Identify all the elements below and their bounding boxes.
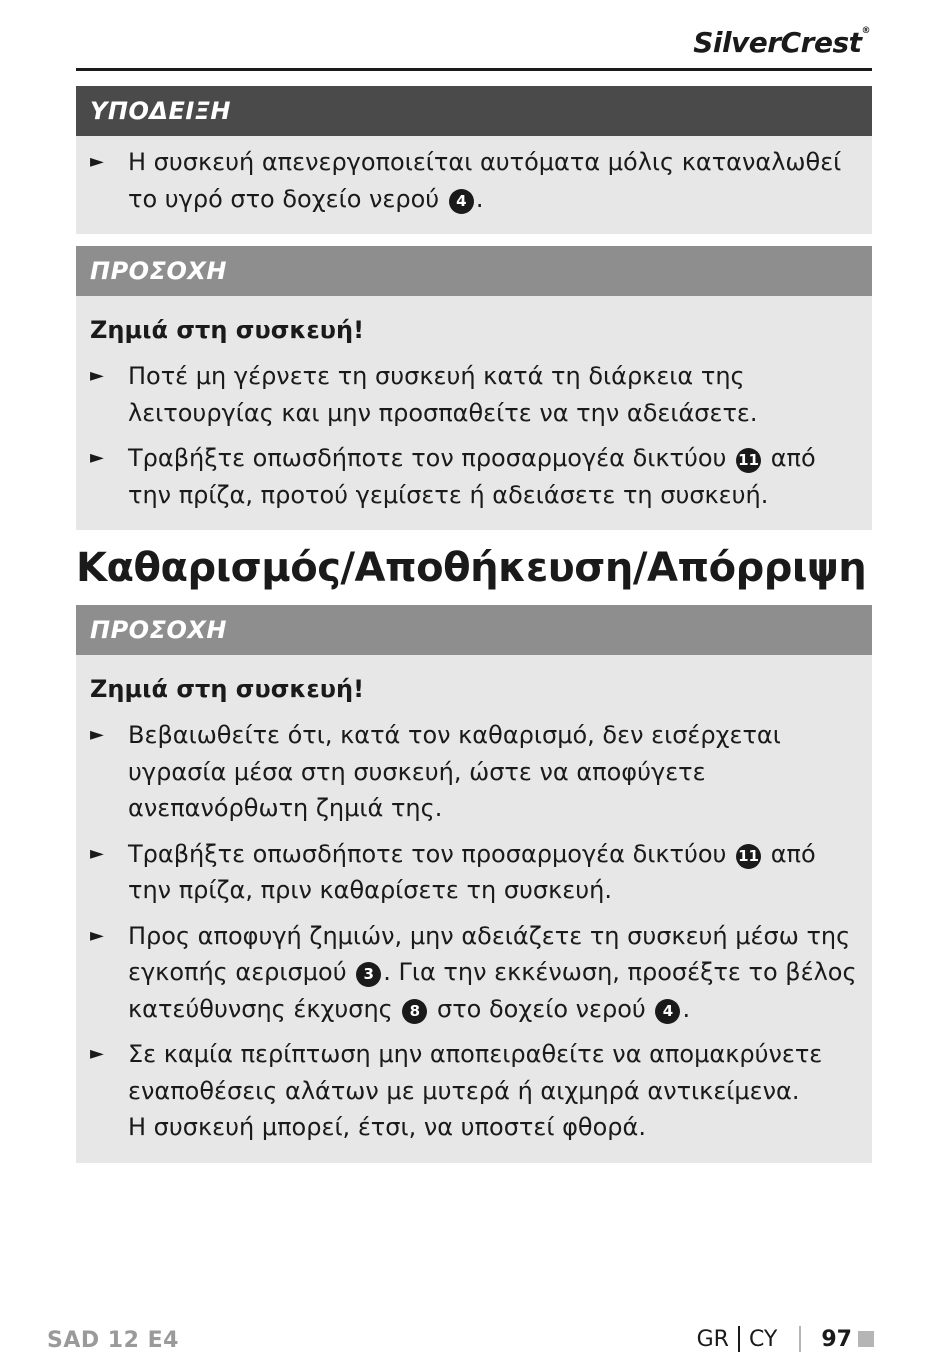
divider [799, 1326, 801, 1352]
divider [738, 1326, 740, 1352]
list-item: ► Τραβήξτε οπωσδήποτε τον προσαρμογέα δικτύου 11 από την πρίζα, προτού γεμίσετε ή αδειάσετε τη συσκευή. [90, 440, 858, 513]
arrow-bullet-icon: ► [90, 724, 104, 745]
notice-box [76, 86, 872, 234]
list-item: ► Σε καμία περίπτωση μην αποπειραθείτε να απομακρύνετε εναποθέσεις αλάτων με μυτερά ή αιχμηρά αντικείμενα. Η συσκευή μπορεί, έτσι, να υποστεί φθορά. [90, 1036, 858, 1146]
list-item: ► Προς αποφυγή ζημιών, μην αδειάζετε τη συσκευή μέσω της εγκοπής αερισμού 3 . Για την εκκένωση, προσέξτε το βέλος κατεύθυνσης έκχυσης 8 στο δοχείο νερού 4 . [90, 918, 858, 1028]
arrow-bullet-icon: ► [90, 365, 104, 386]
page-marker-icon [858, 1331, 874, 1347]
brand-logo: SilverCrest® [693, 26, 870, 59]
footer-page-info [697, 1326, 874, 1352]
arrow-bullet-icon: ► [90, 151, 104, 172]
caution-heading: ΠΡΟΣΟΧΗ [76, 246, 872, 296]
reference-number: 4 [449, 189, 474, 214]
list-item: ► Ποτέ μη γέρνετε τη συσκευή κατά τη διάρκεια της λειτουργίας και μην προσπαθείτε να την αδειάσετε. [90, 358, 858, 431]
reference-number: 11 [736, 844, 761, 869]
language-code: GR [696, 1326, 729, 1352]
header-rule [76, 68, 872, 71]
reference-number: 4 [655, 999, 680, 1024]
arrow-bullet-icon: ► [90, 842, 104, 864]
caution-subheading: Ζημιά στη συσκευή! [90, 675, 365, 703]
list-item: ► Βεβαιωθείτε ότι, κατά τον καθαρισμό, δεν εισέρχεται υγρασία μέσα στη συσκευή, ώστε να αποφύγετε ανεπανόρθωτη ζημιά της. [90, 717, 858, 827]
notice-heading: ΥΠΟΔΕΙΞΗ [76, 86, 872, 136]
list-item: ► Τραβήξτε οπωσδήποτε τον προσαρμογέα δικτύου 11 από την πρίζα, πριν καθαρίσετε τη συσκευή. [90, 836, 858, 909]
language-code: CY [748, 1326, 778, 1352]
caution-heading: ΠΡΟΣΟΧΗ [76, 605, 872, 655]
arrow-bullet-icon: ► [90, 924, 104, 946]
reference-number: 8 [402, 999, 427, 1024]
caution-box [76, 605, 872, 1163]
model-number: SAD 12 E4 [47, 1328, 179, 1353]
arrow-bullet-icon: ► [90, 447, 104, 468]
list-item: ► Η συσκευή απενεργοποιείται αυτόματα μόλις καταναλωθεί το υγρό στο δοχείο νερού 4 . [90, 144, 858, 217]
reference-number: 3 [356, 962, 381, 987]
caution-subheading: Ζημιά στη συσκευή! [90, 316, 365, 344]
caution-box [76, 246, 872, 530]
page-number: 97 [821, 1326, 852, 1352]
section-title: Καθαρισμός/Αποθήκευση/Απόρριψη [76, 545, 867, 591]
reference-number: 11 [736, 448, 761, 473]
arrow-bullet-icon: ► [90, 1043, 104, 1064]
